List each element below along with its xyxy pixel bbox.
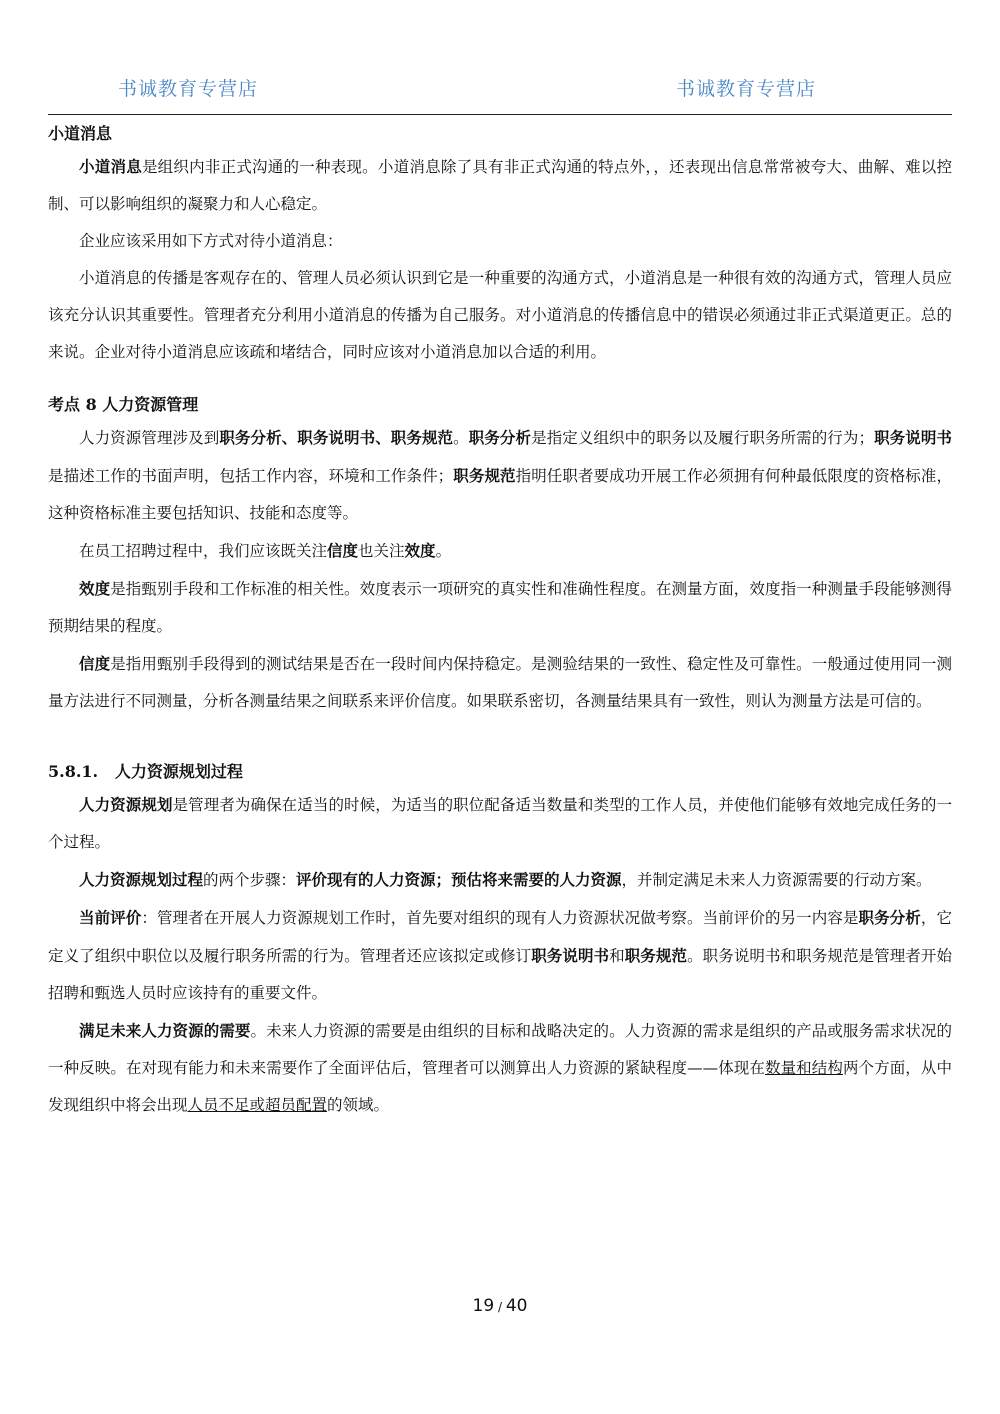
- section-heading-hr-planning: 5.8.1. 人力资源规划过程: [48, 762, 243, 781]
- paragraph: 企业应该采用如下方式对待小道消息：: [79, 232, 343, 250]
- header-store-name-right: 书诚教育专营店: [676, 78, 817, 100]
- page-body: [48, 120, 952, 1124]
- paragraph: 人力资源管理涉及到职务分析、职务说明书、职务规范。职务分析是指定义组织中的职务以及履行职务所需的行为；职务说明书是描述工作的书面声明，包括工作内容，环境和工作条件；职务规范指明任职者要成功开展工作必须拥有何种最低限度的资格标准，这种资格标准主要包括知识、技能和态度等。: [48, 428, 952, 522]
- paragraph: 当前评价：管理者在开展人力资源规划工作时，首先要对组织的现有人力资源状况做考察。当前评价的另一内容是职务分析，它定义了组织中职位以及履行职务所需的行为。管理者还应该拟定或修订职务说明书和职务规范。职务说明书和职务规范是管理者开始招聘和甄选人员时应该持有的重要文件。: [48, 908, 952, 1002]
- page-number: 19 / 40: [472, 1296, 528, 1316]
- paragraph: 信度是指用甄别手段得到的测试结果是否在一段时间内保持稳定。是测验结果的一致性、稳定性及可靠性。一般通过使用同一测量方法进行不同测量，分析各测量结果之间联系来评价信度。如果联系密切，各测量结果具有一致性，则认为测量方法是可信的。: [48, 654, 952, 710]
- paragraph: 在员工招聘过程中，我们应该既关注信度也关注效度。: [79, 541, 452, 560]
- paragraph: 人力资源规划过程的两个步骤：评价现有的人力资源；预估将来需要的人力资源，并制定满足未来人力资源需要的行动方案。: [79, 870, 932, 889]
- page-header: [48, 70, 952, 115]
- header-store-name-left: 书诚教育专营店: [118, 78, 259, 100]
- paragraph: 小道消息是组织内非正式沟通的一种表现。小道消息除了具有非正式沟通的特点外，，还表现出信息常常被夸大、曲解、难以控制、可以影响组织的凝聚力和人心稳定。: [48, 157, 952, 213]
- paragraph: 人力资源规划是管理者为确保在适当的时候，为适当的职位配备适当数量和类型的工作人员，并使他们能够有效地完成任务的一个过程。: [48, 795, 952, 851]
- section-heading-gossip: 小道消息: [48, 124, 113, 143]
- paragraph: 满足未来人力资源的需要。未来人力资源的需要是由组织的目标和战略决定的。人力资源的需求是组织的产品或服务需求状况的一种反映。在对现有能力和未来需要作了全面评估后，管理者可以测算出人力资源的紧缺程度——体现在数量和结构两个方面，从中发现组织中将会出现人员不足或超员配置的领域。: [48, 1021, 952, 1114]
- section-heading-hr-management: 考点 8 人力资源管理: [48, 395, 199, 414]
- paragraph: 效度是指甄别手段和工作标准的相关性。效度表示一项研究的真实性和准确性程度。在测量方面，效度指一种测量手段能够测得预期结果的程度。: [48, 579, 952, 635]
- paragraph: 小道消息的传播是客观存在的、管理人员必须认识到它是一种重要的沟通方式，小道消息是一种很有效的沟通方式，管理人员应该充分认识其重要性。管理者充分利用小道消息的传播为自己服务。对小道消息的传播信息中的错误必须通过非正式渠道更正。总的来说。企业对待小道消息应该疏和堵结合，同时应该对小道消息加以合适的利用。: [48, 269, 952, 361]
